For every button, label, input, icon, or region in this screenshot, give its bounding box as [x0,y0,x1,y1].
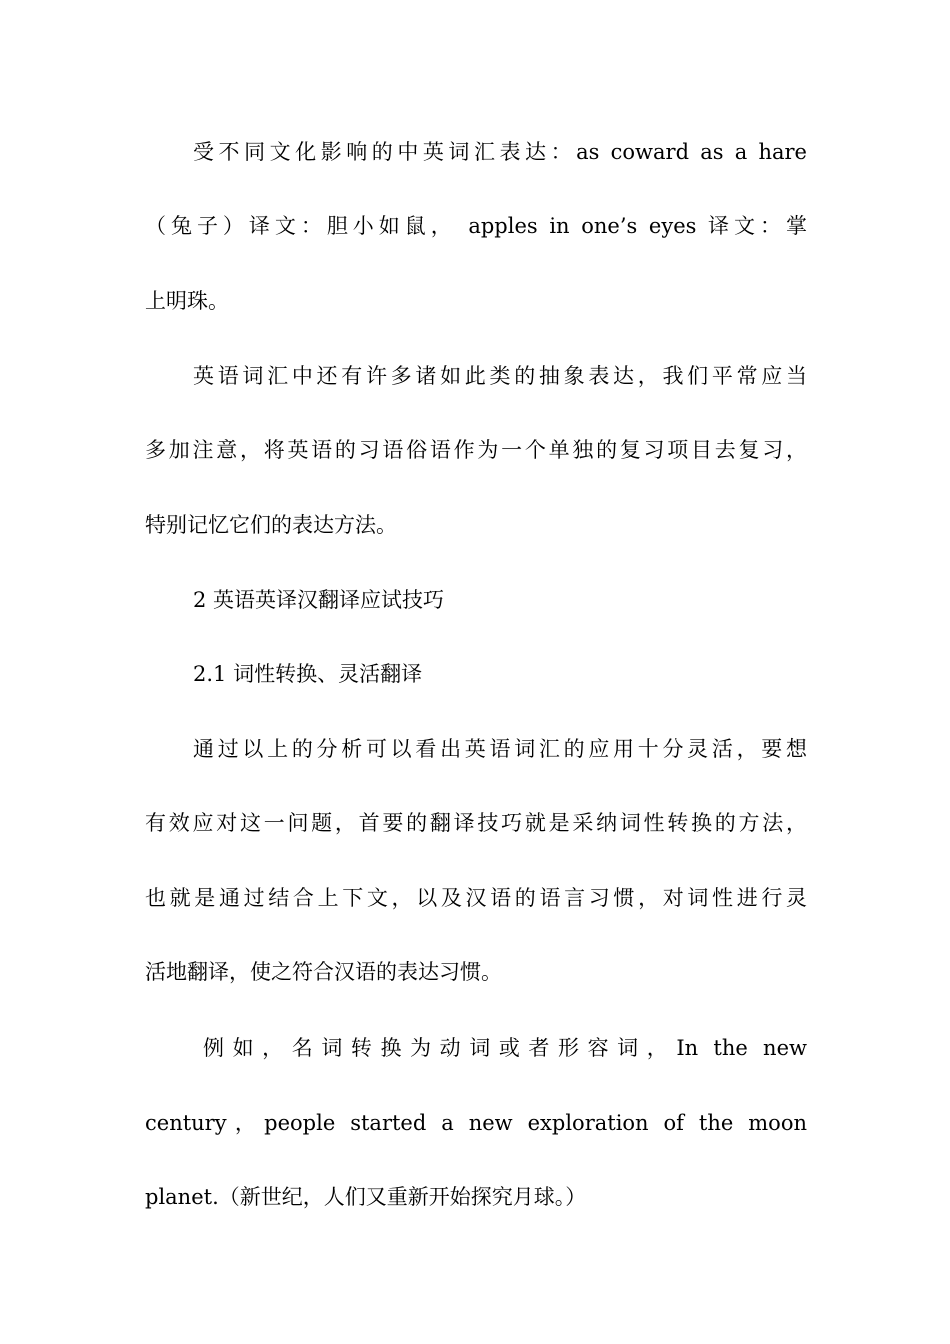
paragraph-4-line-1: 例如，名词转换为动词或者形容词，In the new [203,1036,807,1060]
paragraph-3-line-3: 也就是通过结合上下文，以及汉语的语言习惯，对词性进行灵 [145,886,807,910]
paragraph-3-line-1: 通过以上的分析可以看出英语词汇的应用十分灵活，要想 [193,737,807,761]
paragraph-1-line-2: （兔子）译文：胆小如鼠， apples in one’s eyes 译文：掌 [145,214,807,238]
subsection-heading-2-1: 2.1 词性转换、灵活翻译 [193,662,423,686]
paragraph-2-line-3: 特别记忆它们的表达方法。 [145,513,397,537]
paragraph-4-line-3: planet.（新世纪，人们又重新开始探究月球。） [145,1185,587,1209]
paragraph-3-line-4: 活地翻译，使之符合汉语的表达习惯。 [145,960,502,984]
paragraph-4-line-2: century，people started a new exploration of the moon [145,1111,807,1135]
section-heading-2: 2 英语英译汉翻译应试技巧 [193,588,445,612]
paragraph-2-line-1: 英语词汇中还有许多诸如此类的抽象表达，我们平常应当 [193,364,807,388]
paragraph-3-line-2: 有效应对这一问题，首要的翻译技巧就是采纳词性转换的方法， [145,811,807,835]
paragraph-1-line-1: 受不同文化影响的中英词汇表达：as coward as a hare [193,140,807,164]
paragraph-2-line-2: 多加注意，将英语的习语俗语作为一个单独的复习项目去复习， [145,438,807,462]
paragraph-1-line-3: 上明珠。 [145,289,229,313]
